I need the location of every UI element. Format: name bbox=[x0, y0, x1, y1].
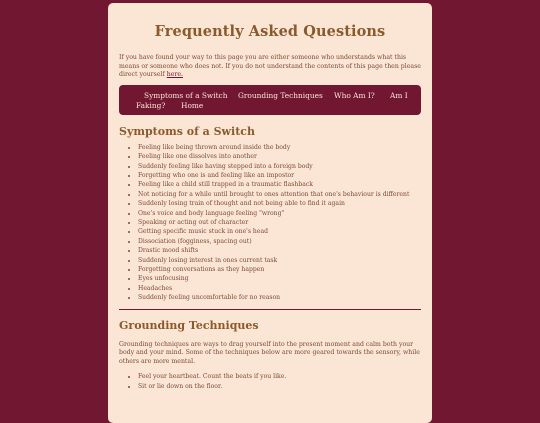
list-item: • Suddenly feeling uncomfortable for no reason bbox=[138, 293, 421, 302]
grounding-heading: Grounding Techniques bbox=[119, 318, 259, 332]
nav-bar bbox=[119, 85, 421, 115]
intro-text: If you have found your way to this page you are either someone who understands what this means or someone who does not. If you do not understand the contents of this page then please direct yourself bbox=[119, 54, 421, 79]
nav-item-who-am-i[interactable]: Who Am I? bbox=[334, 90, 375, 100]
list-item: • Sit or lie down on the floor. bbox=[138, 382, 421, 392]
list-item: • Feeling like a child still trapped in a traumatic flashback bbox=[138, 180, 421, 189]
list-item: • Dissociation (fogginess, spacing out) bbox=[138, 237, 421, 246]
grounding-paragraph: Grounding techniques are ways to drag yourself into the present moment and calm both your body and your mind. Some of the techniques below are more geared towards the sensory, while others are more mental. bbox=[119, 340, 420, 365]
nav-item-symptoms[interactable]: Symptoms of a Switch bbox=[144, 90, 228, 100]
list-item: • Forgetting conversations as they happen bbox=[138, 265, 421, 274]
list-item: • Not noticing for a while until brought to ones attention that one's behaviour is different bbox=[138, 190, 421, 199]
list-item: • Suddenly feeling like having stepped into a foreign body bbox=[138, 162, 421, 171]
symptoms-list bbox=[119, 143, 421, 303]
intro-here-link[interactable]: here. bbox=[166, 71, 183, 79]
page-title: Frequently Asked Questions bbox=[154, 23, 386, 40]
list-item: • Eyes unfocusing bbox=[138, 274, 421, 283]
list-item: • Speaking or acting out of character bbox=[138, 218, 421, 227]
list-item: • Feeling like being thrown around inside the body bbox=[138, 143, 421, 152]
list-item: • Suddenly losing interest in ones current task bbox=[138, 256, 421, 265]
list-item: • Feeling like one dissolves into another bbox=[138, 152, 421, 161]
nav-item-grounding[interactable]: Grounding Techniques bbox=[238, 90, 323, 100]
list-item: • Headaches bbox=[138, 284, 421, 293]
nav-item-am-i[interactable]: Am I bbox=[390, 90, 408, 100]
symptoms-heading: Symptoms of a Switch bbox=[119, 124, 255, 138]
list-item: • Drastic mood shifts bbox=[138, 246, 421, 255]
content-panel bbox=[108, 3, 432, 423]
nav-item-faking[interactable]: Faking? bbox=[136, 100, 166, 110]
list-item: • Feel your heartbeat. Count the beats if you like. bbox=[138, 372, 421, 382]
section-divider bbox=[119, 309, 421, 310]
list-item: • Forgetting who one is and feeling like an impostor bbox=[138, 171, 421, 180]
list-item: • Getting specific music stuck in one's head bbox=[138, 227, 421, 236]
list-item: • Suddenly losing train of thought and not being able to find it again bbox=[138, 199, 421, 208]
grounding-list bbox=[119, 372, 421, 392]
nav-item-home[interactable]: Home bbox=[181, 100, 204, 110]
intro-paragraph bbox=[119, 54, 421, 80]
list-item: • One's voice and body language feeling "wrong" bbox=[138, 209, 421, 218]
